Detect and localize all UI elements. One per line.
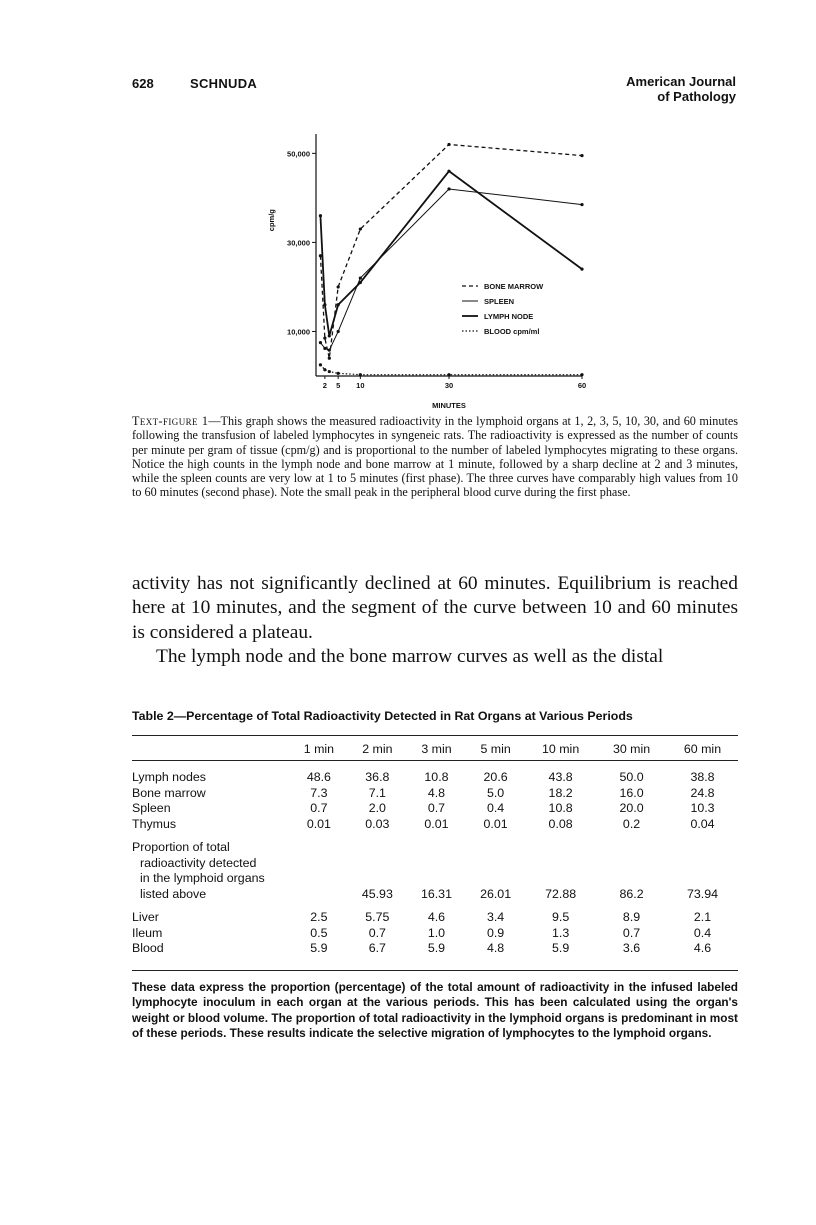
table-cell: 0.7: [368, 925, 386, 940]
table-cell: 3.6: [622, 941, 641, 956]
table-cell: 5.9: [552, 941, 570, 956]
row-label: listed above: [140, 886, 207, 901]
table-row: [132, 856, 738, 872]
data-point: [359, 276, 362, 279]
row-label: Ileum: [132, 925, 163, 940]
table-cell: 3.4: [486, 910, 505, 925]
row-label: Blood: [132, 941, 164, 956]
table-row: [132, 817, 738, 833]
figure-caption: [132, 414, 738, 500]
legend-label: LYMPH NODE: [484, 312, 534, 321]
table-row: [132, 887, 738, 903]
text-figure-1-chart: [0, 0, 816, 410]
x-tick-label: 5: [336, 381, 341, 390]
data-point: [580, 373, 583, 376]
table-cell: 20.6: [483, 770, 508, 785]
x-axis-label: MINUTES: [432, 401, 466, 410]
data-point: [580, 203, 583, 206]
body-paragraph-2: The lymph node and the bone marrow curves as well as the distal: [156, 645, 664, 667]
table-col-header: 30 min: [612, 741, 651, 756]
body-paragraph-1: activity has not significantly declined at 60 minutes. Equilibrium is reached here at 10 minutes, and the segment of the curve between 10 and 60 minutes is considered a plateau.: [132, 573, 738, 643]
table-col-header: 60 min: [683, 741, 722, 756]
table-cell: 4.6: [427, 910, 446, 925]
table-cell: 5.9: [427, 941, 446, 956]
table-cell: 0.7: [622, 925, 641, 940]
table-cell: 10.8: [548, 801, 573, 816]
table-cell: 0.08: [548, 816, 573, 831]
data-point: [337, 330, 340, 333]
table-cell: 43.8: [548, 770, 573, 785]
data-point: [580, 154, 583, 157]
data-point: [319, 363, 322, 366]
y-axis-label: cpm/g: [267, 209, 276, 232]
table-row: [132, 910, 738, 926]
table-cell: 0.4: [486, 801, 505, 816]
table-cell: 5.9: [310, 941, 328, 956]
x-tick-label: 10: [356, 381, 365, 390]
data-point: [323, 347, 326, 350]
data-point: [447, 373, 450, 376]
table-cell: 2.5: [310, 910, 328, 925]
data-point: [323, 303, 326, 306]
data-point: [359, 281, 362, 284]
table-cell: 0.03: [365, 816, 390, 831]
table-cell: 73.94: [686, 886, 718, 901]
table-cell: 16.0: [619, 785, 644, 800]
legend-label: SPLEEN: [484, 297, 515, 306]
table-cell: 4.8: [486, 941, 505, 956]
table-col-header: 10 min: [542, 741, 580, 756]
table-top-rule: [132, 735, 738, 736]
journal-name-line2: of Pathology: [657, 89, 736, 104]
table-header-empty: [132, 740, 290, 758]
row-label: Spleen: [132, 801, 171, 816]
table-col-header: 2 min: [362, 741, 393, 756]
series-line: [320, 144, 582, 358]
y-tick-label: 50,000: [287, 149, 310, 159]
table-cell: 4.6: [693, 941, 712, 956]
table-cell: 0.9: [486, 925, 505, 940]
figure-caption-text: —This graph shows the measured radioactivity in the lymphoid organs at 1, 2, 3, 5, 10, 30, and 60 minutes following the transfusion of labeled lymphocytes in syngeneic rats. The radioactivity is expressed as the number of counts per minute per gram of tissue (cpm/g) and is proportional to the number of labeled lymphocytes migrating to these organs. Notice the high counts in the lymph node and bone marrow at 1 minute, followed by a sharp decline at 2 and 3 minutes, while the spleen counts are very low at 1 to 5 minutes (first phase). The three curves have comparably high values from 10 to 60 minutes (second phase). Note the small peak in the peripheral blood curve during the first phase.: [132, 414, 738, 500]
table-footnote: These data express the proportion (percentage) of the total amount of radioactivity in the infused labeled lymphocyte inoculum in each organ at the various periods. This has been calculated using the organ's weight or blood volume. The proportion of total radioactivity in the lymphoid organs is predominant in most of these periods. These results indicate the selective migration of lymphocytes to the lymphoid organs.: [132, 980, 738, 1041]
table-cell: 36.8: [365, 770, 390, 785]
table-row: [132, 840, 738, 856]
table-cell: 50.0: [619, 770, 644, 785]
data-point: [337, 303, 340, 306]
data-point: [319, 341, 322, 344]
data-point: [447, 170, 450, 173]
legend-label: BONE MARROW: [484, 282, 544, 291]
x-tick-label: 60: [577, 381, 587, 390]
legend-label: BLOOD cpm/ml: [484, 327, 540, 336]
data-point: [359, 373, 362, 376]
table-bottom-rule: [132, 970, 738, 971]
row-label: Bone marrow: [132, 785, 206, 800]
table-cell: 38.8: [690, 770, 715, 785]
data-point: [328, 370, 331, 373]
data-point: [328, 357, 331, 360]
row-label: in the lymphoid organs: [140, 871, 265, 886]
series-line: [320, 365, 582, 375]
table-col-header: 3 min: [421, 741, 452, 756]
data-point: [447, 187, 450, 190]
table-cell: 2.0: [368, 801, 386, 816]
row-label: Lymph nodes: [132, 770, 206, 785]
table-row: [132, 941, 738, 957]
table-cell: 7.1: [368, 785, 386, 800]
table-cell: 7.3: [310, 785, 328, 800]
table-cell: 1.3: [552, 925, 570, 940]
row-label: Proportion of total: [132, 840, 230, 855]
data-point: [328, 349, 331, 352]
journal-name-line1: American Journal: [626, 74, 736, 89]
table-cell: 26.01: [480, 886, 512, 901]
table-cell: 5.75: [365, 910, 390, 925]
table-cell: 6.7: [368, 941, 386, 956]
x-tick-label: 2: [322, 381, 327, 390]
data-point: [319, 214, 322, 217]
figure-caption-label: Text-figure 1: [132, 414, 209, 428]
table-row: [132, 786, 738, 802]
data-point: [323, 337, 326, 340]
series-line: [320, 189, 582, 350]
table-col-header: 1 min: [303, 741, 335, 756]
data-table: [132, 740, 738, 957]
data-point: [359, 227, 362, 230]
table-cell: 45.93: [361, 886, 393, 901]
row-label: Liver: [132, 910, 159, 925]
body-text: [132, 572, 738, 669]
table-cell: 20.0: [619, 801, 644, 816]
table-cell: 0.01: [483, 816, 508, 831]
table-cell: 16.31: [420, 886, 452, 901]
y-tick-label: 10,000: [287, 327, 310, 337]
chart-series: [319, 143, 584, 376]
page-number: 628: [132, 76, 154, 91]
x-tick-label: 30: [444, 381, 454, 390]
data-point: [337, 285, 340, 288]
table-cell: 18.2: [548, 785, 573, 800]
table-cell: 48.6: [306, 770, 331, 785]
series-line: [320, 171, 582, 336]
data-point: [580, 268, 583, 271]
table-cell: 9.5: [552, 910, 570, 925]
table-row: [132, 770, 738, 786]
table-cell: 24.8: [690, 785, 715, 800]
chart-legend: [462, 282, 544, 336]
table-row: [132, 871, 738, 887]
table-cell: 0.04: [690, 816, 715, 831]
data-point: [323, 368, 326, 371]
table-cell: 5.0: [486, 785, 505, 800]
table-cell: 10.3: [690, 801, 715, 816]
table-header-row: [132, 740, 738, 758]
table-cell: 72.88: [545, 886, 577, 901]
table-cell: 0.01: [306, 816, 331, 831]
table-cell: 0.7: [427, 801, 446, 816]
data-point: [337, 372, 340, 375]
row-label: radioactivity detected: [140, 855, 257, 870]
table-cell: 0.7: [310, 801, 328, 816]
table-cell: 2.1: [693, 910, 712, 925]
table-row: [132, 801, 738, 817]
row-label: Thymus: [132, 816, 177, 831]
data-point: [447, 143, 450, 146]
table-row: [132, 926, 738, 942]
table-cell: 0.5: [310, 925, 328, 940]
table-cell: 8.9: [622, 910, 641, 925]
y-tick-label: 30,000: [287, 238, 310, 248]
table-title: Table 2—Percentage of Total Radioactivity Detected in Rat Organs at Various Periods: [132, 709, 633, 723]
table-cell: 4.8: [427, 785, 446, 800]
table-cell: 0.2: [622, 816, 641, 831]
table-cell: 86.2: [619, 886, 644, 901]
table-cell: [290, 887, 348, 903]
table-col-header: 5 min: [480, 741, 511, 756]
running-header-author: SCHNUDA: [190, 76, 258, 91]
table-cell: 0.4: [693, 925, 712, 940]
table-cell: 1.0: [427, 925, 446, 940]
data-point: [328, 334, 331, 337]
chart-axes: [267, 134, 586, 410]
table-cell: 0.01: [424, 816, 449, 831]
table-cell: 10.8: [424, 770, 449, 785]
